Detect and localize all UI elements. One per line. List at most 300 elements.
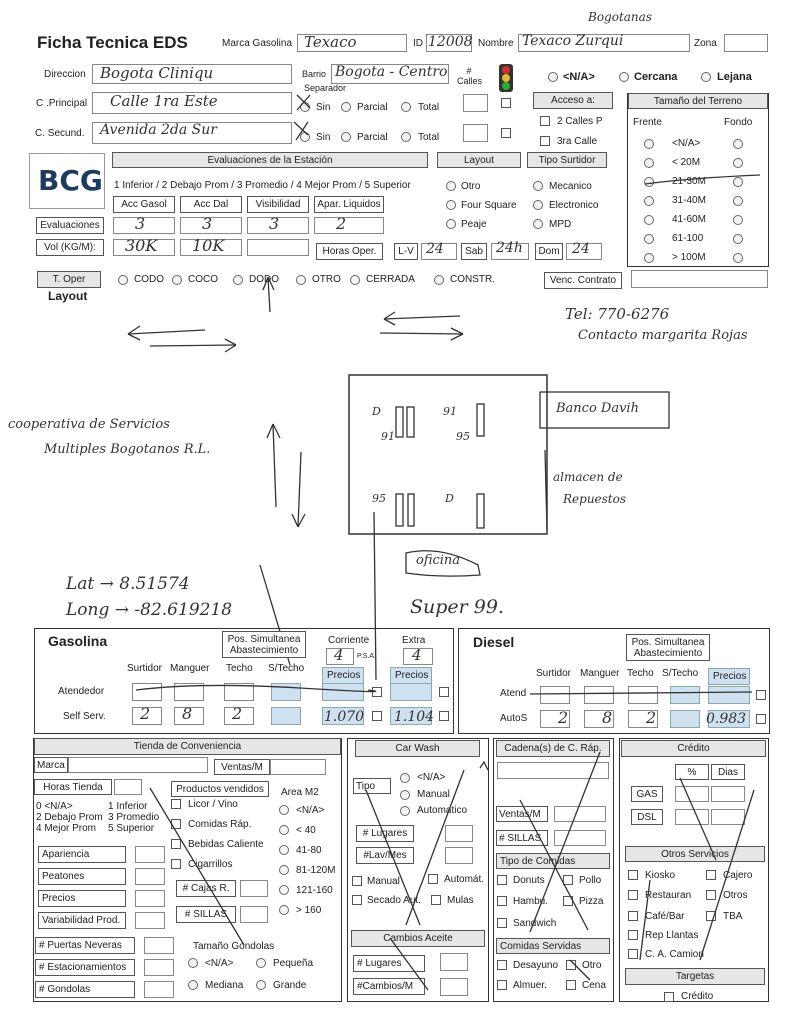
vol-value: 30K <box>125 236 158 255</box>
servida-label: Almuer. <box>513 980 547 991</box>
gondola-pequena-label: Pequeña <box>273 958 314 969</box>
t-oper-label: T. Oper <box>37 271 101 288</box>
precio-corriente-check[interactable] <box>372 711 382 721</box>
id-label: ID <box>413 38 423 49</box>
principal-value: Calle 1ra Este <box>110 92 218 110</box>
vol-label: Vol (KG/M): <box>36 239 104 256</box>
barrio-value: Bogota - Centro <box>335 64 448 80</box>
tel-note: Tel: 770-6276 <box>565 305 670 323</box>
diesel-precio-check[interactable] <box>756 690 766 700</box>
frente-radio[interactable] <box>644 177 654 187</box>
direccion-label: Direccion <box>44 69 86 80</box>
gasolina-cell-field[interactable] <box>271 707 301 725</box>
nombre-label: Nombre <box>478 38 514 49</box>
comida-label: Pollo <box>579 875 602 886</box>
otro-servicio-check[interactable] <box>706 911 716 921</box>
targeta-credito-label: Crédito <box>681 991 714 1002</box>
area-label: 121-160 <box>296 885 333 896</box>
secund-parcial-label: Parcial <box>357 132 388 143</box>
producto-check[interactable] <box>171 839 181 849</box>
fondo-radio[interactable] <box>733 196 743 206</box>
comida-label: Sandwich <box>513 918 557 929</box>
diesel-precio-value: 0.983 <box>706 711 747 727</box>
producto-check[interactable] <box>171 859 181 869</box>
evaluacion-value: 3 <box>202 214 213 233</box>
form-title: Ficha Tecnica EDS <box>37 33 188 52</box>
tienda-scale-item: 2 Debajo Prom <box>36 812 103 823</box>
cambios-lugares-label: # Lugares <box>353 955 425 972</box>
gas-pct-field[interactable] <box>675 786 709 802</box>
proximidad-na-radio[interactable] <box>548 72 558 82</box>
diesel-precios-label: Precios <box>713 671 747 682</box>
frente-radio[interactable] <box>644 234 654 244</box>
mulas-label: Mulas <box>447 895 474 906</box>
contacto-note: Contacto margarita Rojas <box>578 328 748 343</box>
operacion-radio[interactable] <box>434 275 444 285</box>
lejana-radio[interactable] <box>701 72 711 82</box>
tienda-scale-item: 0 <N/A> <box>36 801 73 812</box>
comida-label: Pizza <box>579 896 604 907</box>
carwash-manual-check-label: Manual <box>367 876 400 887</box>
precio-extra-check[interactable] <box>439 711 449 721</box>
lv-value: 24 <box>426 241 444 257</box>
marca-value: Texaco <box>304 33 357 51</box>
targetas-header: Targetas <box>625 968 765 985</box>
tercera-calle-check[interactable] <box>540 136 550 146</box>
zona-label: Zona <box>694 38 717 49</box>
corriente-label: Corriente <box>328 635 370 646</box>
tipo-comidas-header: Tipo de Comidas <box>496 853 610 869</box>
otro-servicio-label: Otros <box>723 890 748 901</box>
tercera-calle-label: 3ra Calle <box>557 136 598 147</box>
precio-corriente-check[interactable] <box>372 687 382 697</box>
carwash-header: Car Wash <box>355 740 480 757</box>
diesel-column-label: Manguer <box>580 668 620 679</box>
area-label: > 160 <box>296 905 322 916</box>
terreno-option-label: 21-30M <box>672 176 706 187</box>
island-label: D <box>445 492 454 505</box>
gasolina-pos-label: Pos. Simultanea Abastecimiento <box>222 631 306 658</box>
frente-radio[interactable] <box>644 196 654 206</box>
dsl-dias-field[interactable] <box>711 809 745 825</box>
otro-servicio-check[interactable] <box>628 890 638 900</box>
otro-servicio-check[interactable] <box>628 870 638 880</box>
gondola-pequena-radio[interactable] <box>256 958 266 968</box>
evaluaciones-row-label: Evaluaciones <box>36 217 104 234</box>
tienda-scale-item: 3 Promedio <box>108 812 160 823</box>
tienda-scale-item: 1 Inferior <box>108 801 148 812</box>
principal-total-label: Total <box>418 102 440 113</box>
pct-label: % <box>675 764 709 780</box>
cajas-field[interactable] <box>240 880 268 897</box>
diesel-cell-field[interactable] <box>670 686 700 704</box>
secund-label: C. Secund. <box>35 128 85 139</box>
producto-check[interactable] <box>171 799 181 809</box>
autos-label: AutoS <box>500 713 528 724</box>
otro-servicio-check[interactable] <box>628 930 638 940</box>
atendedor-label: Atendedor <box>58 686 105 697</box>
tienda-eval-label: Variabilidad Prod. <box>38 912 126 929</box>
super-note: Super 99. <box>410 596 504 618</box>
island-label: D <box>372 405 381 418</box>
evaluacion-column-label: Visibilidad <box>247 196 309 213</box>
principal-sin-radio[interactable] <box>300 102 310 112</box>
acceso-header: Acceso a: <box>533 92 613 109</box>
surtidor-option-label: Electronico <box>549 200 599 211</box>
comida-check[interactable] <box>563 896 573 906</box>
tienda-bottom-field[interactable] <box>144 937 174 954</box>
layout-option-radio[interactable] <box>446 200 456 210</box>
tienda-bottom-field[interactable] <box>144 959 174 976</box>
carwash-manual-check[interactable] <box>352 876 362 886</box>
extra-label: Extra <box>402 635 426 646</box>
principal-calles-field[interactable] <box>463 94 488 112</box>
tienda-ventas-field[interactable] <box>270 759 326 775</box>
diesel-cell-field[interactable] <box>628 686 658 704</box>
venc-contrato-label: Venc. Contrato <box>544 272 622 289</box>
evaluacion-column-label: Acc Dal <box>180 196 242 213</box>
calles-p-label: 2 Calles P <box>557 116 603 127</box>
otro-servicio-label: Restauran <box>645 890 692 901</box>
producto-label: Licor / Vino <box>188 799 238 810</box>
psa-label: P.S.A. <box>357 653 376 660</box>
horas-oper-label: Horas Oper. <box>316 243 383 260</box>
area-label: <N/A> <box>296 805 325 816</box>
calles-p-check[interactable] <box>540 116 550 126</box>
tienda-eval-label: Precios <box>38 890 126 907</box>
tienda-scale-item: 5 Superior <box>108 823 155 834</box>
producto-check[interactable] <box>171 819 181 829</box>
cadena-sillas-field[interactable] <box>554 830 606 846</box>
sab-value: 24h <box>496 240 523 256</box>
precios-corriente-header <box>322 667 364 684</box>
direccion-value: Bogota Cliniqu <box>100 64 214 82</box>
comida-check[interactable] <box>497 875 507 885</box>
zona-field[interactable] <box>724 34 768 52</box>
frente-radio[interactable] <box>644 139 654 149</box>
terreno-header: Tamaño del Terreno <box>628 93 768 109</box>
otro-servicio-check[interactable] <box>628 911 638 921</box>
surtidor-option-radio[interactable] <box>533 200 543 210</box>
gas-dias-field[interactable] <box>711 786 745 802</box>
evaluacion-value: 2 <box>336 214 347 233</box>
gasolina-cell-field[interactable] <box>174 683 204 701</box>
gasolina-column-label: S/Techo <box>268 663 305 674</box>
secund-total-radio[interactable] <box>401 132 411 142</box>
operacion-radio[interactable] <box>172 275 182 285</box>
nombre-note: Bogotanas <box>588 10 652 24</box>
carwash-automat-check[interactable] <box>428 874 438 884</box>
gasolina-column-label: Surtidor <box>127 663 163 674</box>
operacion-radio[interactable] <box>118 275 128 285</box>
sab-label: Sab <box>461 243 487 260</box>
precio-extra-check[interactable] <box>439 687 449 697</box>
secado-label: Secado Aut. <box>367 895 421 906</box>
secund-sin-radio[interactable] <box>300 132 310 142</box>
evaluacion-field[interactable] <box>314 217 384 234</box>
operacion-label: OTRO <box>312 274 341 285</box>
tienda-eval-field[interactable] <box>135 912 165 929</box>
principal-check[interactable] <box>501 98 511 108</box>
area-radio[interactable] <box>279 885 289 895</box>
servida-check[interactable] <box>566 980 576 990</box>
frente-radio[interactable] <box>644 215 654 225</box>
island-label: 95 <box>372 492 386 505</box>
productos-label: Productos vendidos <box>171 781 269 797</box>
tienda-sillas-label: # SILLAS <box>176 906 236 923</box>
terreno-option-label: <N/A> <box>672 138 701 149</box>
carwash-lav-field[interactable] <box>445 847 473 864</box>
gasolina-cell-field[interactable] <box>132 683 162 701</box>
principal-label: C .Principal <box>36 98 88 109</box>
lv-label: L-V <box>394 243 418 260</box>
secund-parcial-radio[interactable] <box>341 132 351 142</box>
servida-check[interactable] <box>497 960 507 970</box>
dias-label: Dias <box>711 764 745 780</box>
cambios-m-label: #Cambios/M <box>353 978 425 995</box>
carwash-na-radio[interactable] <box>400 773 410 783</box>
tienda-bottom-label: # Estacionamientos <box>35 959 135 976</box>
evaluacion-column-label: Acc Gasol <box>113 196 175 213</box>
surtidor-option-label: MPD <box>549 219 572 230</box>
operacion-radio[interactable] <box>350 275 360 285</box>
precio-corriente-value: 1.070 <box>324 709 365 725</box>
barrio-label: Barrio <box>302 69 327 79</box>
venc-contrato-field[interactable] <box>631 270 768 288</box>
operacion-label: CONSTR. <box>450 274 495 285</box>
gondola-grande-radio[interactable] <box>256 980 266 990</box>
precios-extra-header <box>390 667 432 684</box>
tienda-eval-field[interactable] <box>135 846 165 863</box>
gasolina-title: Gasolina <box>48 633 108 649</box>
frente-label: Frente <box>633 117 662 128</box>
diesel-column-label: Techo <box>627 668 654 679</box>
producto-label: Comidas Ráp. <box>188 819 252 830</box>
carwash-na-label: <N/A> <box>417 772 446 783</box>
island-label: 91 <box>381 430 395 443</box>
bcg-logo-text: BCG <box>38 164 103 197</box>
operacion-radio[interactable] <box>233 275 243 285</box>
terreno-option-label: 31-40M <box>672 195 706 206</box>
carwash-lav-label: #Lav/Mes <box>356 847 414 864</box>
fondo-label: Fondo <box>724 117 753 128</box>
comida-check[interactable] <box>563 875 573 885</box>
evaluacion-value: 3 <box>135 214 146 233</box>
repuesto-note: Repuestos <box>563 492 627 506</box>
servida-check[interactable] <box>497 980 507 990</box>
area-radio[interactable] <box>279 865 289 875</box>
otro-servicio-check[interactable] <box>706 890 716 900</box>
principal-parcial-label: Parcial <box>357 102 388 113</box>
secund-value: Avenida 2da Sur <box>100 122 217 138</box>
evaluacion-column-label: Apar. Liquidos <box>314 196 384 213</box>
surtidor-option-radio[interactable] <box>533 219 543 229</box>
horas-tienda-field[interactable] <box>114 779 142 795</box>
comidas-servidas-header: Comidas Servidas <box>496 938 610 954</box>
tienda-eval-label: Apariencia <box>38 846 126 863</box>
tienda-sillas-field[interactable] <box>240 906 268 923</box>
area-radio[interactable] <box>279 905 289 915</box>
precios-extra-label: Precios <box>395 670 429 681</box>
operacion-label: COCO <box>188 274 218 285</box>
gondola-mediana-radio[interactable] <box>188 980 198 990</box>
diesel-title: Diesel <box>473 634 515 650</box>
self-serv-label: Self Serv. <box>63 711 106 722</box>
evaluaciones-scale: 1 Inferior / 2 Debajo Prom / 3 Promedio / 4 Mejor Prom / 5 Superior <box>114 180 411 191</box>
servida-label: Otro <box>582 960 602 971</box>
principal-total-radio[interactable] <box>401 102 411 112</box>
gasolina-cell-field[interactable] <box>224 683 254 701</box>
comida-label: Donuts <box>513 875 545 886</box>
separador-label: Separador <box>304 83 347 93</box>
carwash-manual-radio[interactable] <box>400 790 410 800</box>
cambios-m-field[interactable] <box>440 978 468 996</box>
tienda-marca-label: Marca <box>34 757 68 773</box>
cambios-header: Cambios Aceite <box>351 930 485 947</box>
banco-note: Banco Davih <box>556 401 639 416</box>
otro-servicio-check[interactable] <box>628 949 638 959</box>
tienda-bottom-field[interactable] <box>144 981 174 998</box>
operacion-radio[interactable] <box>296 275 306 285</box>
proximidad-na-label: <N/A> <box>563 71 595 83</box>
gondolas-title: Tamaño Gondolas <box>193 941 275 952</box>
layout-option-label: Otro <box>461 181 481 192</box>
marca-label: Marca Gasolina <box>222 38 293 49</box>
terreno-option-label: < 20M <box>672 157 701 168</box>
area-label: 41-80 <box>296 845 322 856</box>
precio-extra-field[interactable] <box>390 683 432 701</box>
area-radio[interactable] <box>279 805 289 815</box>
carwash-tipo-label: Tipo <box>353 778 391 794</box>
servida-label: Desayuno <box>513 960 559 971</box>
terreno-option-label: > 100M <box>672 252 706 263</box>
island-label: 95 <box>456 430 470 443</box>
diesel-precios-header <box>708 668 750 685</box>
evaluacion-value: 3 <box>269 214 280 233</box>
coop-note: cooperativa de Servicios <box>8 417 170 432</box>
otro-servicio-label: Rep Llantas <box>645 930 699 941</box>
atend-label: Atend <box>500 688 527 699</box>
dom-label: Dom <box>535 243 563 260</box>
evaluaciones-header: Evaluaciones de la Estación <box>112 152 428 168</box>
dsl-pct-field[interactable] <box>675 809 709 825</box>
area-radio[interactable] <box>279 845 289 855</box>
cadena-ventas-label: Ventas/M <box>496 806 548 822</box>
operacion-label: CERRADA <box>366 274 415 285</box>
tienda-eval-field[interactable] <box>135 868 165 885</box>
producto-label: Bebidas Caliente <box>188 839 264 850</box>
coop-note-2: Multiples Bogotanos R.L. <box>44 442 211 457</box>
secado-check[interactable] <box>352 895 362 905</box>
gasolina-cell-field[interactable] <box>271 683 301 701</box>
self-serv-value: 2 <box>140 704 151 723</box>
terreno-option-label: 61-100 <box>672 233 704 244</box>
servida-check[interactable] <box>566 960 576 970</box>
otro-servicio-label: Café/Bar <box>645 911 685 922</box>
gondola-na-radio[interactable] <box>188 958 198 968</box>
vol-field[interactable] <box>247 239 309 256</box>
mulas-check[interactable] <box>431 895 441 905</box>
diesel-column-label: Surtidor <box>536 668 572 679</box>
servida-label: Cena <box>582 980 606 991</box>
producto-label: Cigarrillos <box>188 859 233 870</box>
otro-servicio-label: TBA <box>723 911 743 922</box>
tienda-marca-field[interactable] <box>68 757 208 773</box>
comida-check[interactable] <box>497 896 507 906</box>
tienda-eval-field[interactable] <box>135 890 165 907</box>
fondo-radio[interactable] <box>733 158 743 168</box>
area-radio[interactable] <box>279 825 289 835</box>
oficina-note: oficina <box>416 553 461 568</box>
tienda-header: Tienda de Conveniencia <box>34 738 341 755</box>
layout-option-radio[interactable] <box>446 219 456 229</box>
carwash-auto-radio[interactable] <box>400 806 410 816</box>
area-label: < 40 <box>296 825 316 836</box>
cambios-lugares-field[interactable] <box>440 953 468 971</box>
area-label: 81-120M <box>296 865 336 876</box>
cercana-radio[interactable] <box>619 72 629 82</box>
gasolina-column-label: Manguer <box>170 663 210 674</box>
layout-option-label: Four Square <box>461 200 517 211</box>
otro-servicio-label: Kiosko <box>645 870 676 881</box>
dsl-label: DSL <box>631 809 663 825</box>
targeta-credito-check[interactable] <box>664 992 674 1002</box>
autos-value: 8 <box>602 708 613 727</box>
frente-radio[interactable] <box>644 253 654 263</box>
dom-value: 24 <box>572 241 590 257</box>
comida-check[interactable] <box>497 918 507 928</box>
extra-psa-value: 4 <box>412 646 422 664</box>
diesel-cell-field[interactable] <box>670 710 700 728</box>
fondo-radio[interactable] <box>733 139 743 149</box>
traffic-light-icon <box>499 64 513 92</box>
diesel-pos-label: Pos. Simultanea Abastecimiento <box>626 634 710 661</box>
layout-option-radio[interactable] <box>446 181 456 191</box>
otro-servicio-check[interactable] <box>706 870 716 880</box>
otros-servicios-header: Otros Servicios <box>625 846 765 862</box>
surtidor-option-radio[interactable] <box>533 181 543 191</box>
diesel-cell-field[interactable] <box>584 686 614 704</box>
secund-calles-field[interactable] <box>463 124 488 142</box>
gondola-grande-label: Grande <box>273 980 307 991</box>
carwash-lugares-field[interactable] <box>445 825 473 842</box>
cadena-ventas-field[interactable] <box>554 806 606 822</box>
diesel-cell-field[interactable] <box>540 686 570 704</box>
fondo-radio[interactable] <box>733 234 743 244</box>
cadena-name-field[interactable] <box>497 762 609 779</box>
autos-value: 2 <box>646 708 657 727</box>
island-label: 91 <box>443 405 457 418</box>
precio-corriente-field[interactable] <box>322 683 364 701</box>
diesel-precio-field[interactable] <box>708 686 750 704</box>
secund-check[interactable] <box>501 128 511 138</box>
tienda-bottom-label: # Puertas Neveras <box>35 937 135 954</box>
fondo-radio[interactable] <box>733 177 743 187</box>
credito-header: Crédito <box>621 740 766 757</box>
gondola-na-label: <N/A> <box>205 958 234 969</box>
frente-radio[interactable] <box>644 158 654 168</box>
carwash-manual-label: Manual <box>417 789 450 800</box>
lat-note: Lat → 8.51574 <box>66 574 190 594</box>
cadena-header: Cadena(s) de C. Ráp. <box>496 740 610 757</box>
area-label: Area M2 <box>281 787 319 798</box>
diesel-precio-check[interactable] <box>756 714 766 724</box>
fondo-radio[interactable] <box>733 253 743 263</box>
principal-parcial-radio[interactable] <box>341 102 351 112</box>
layout-option-label: Peaje <box>461 219 487 230</box>
tienda-bottom-label: # Gondolas <box>35 981 135 998</box>
fondo-radio[interactable] <box>733 215 743 225</box>
